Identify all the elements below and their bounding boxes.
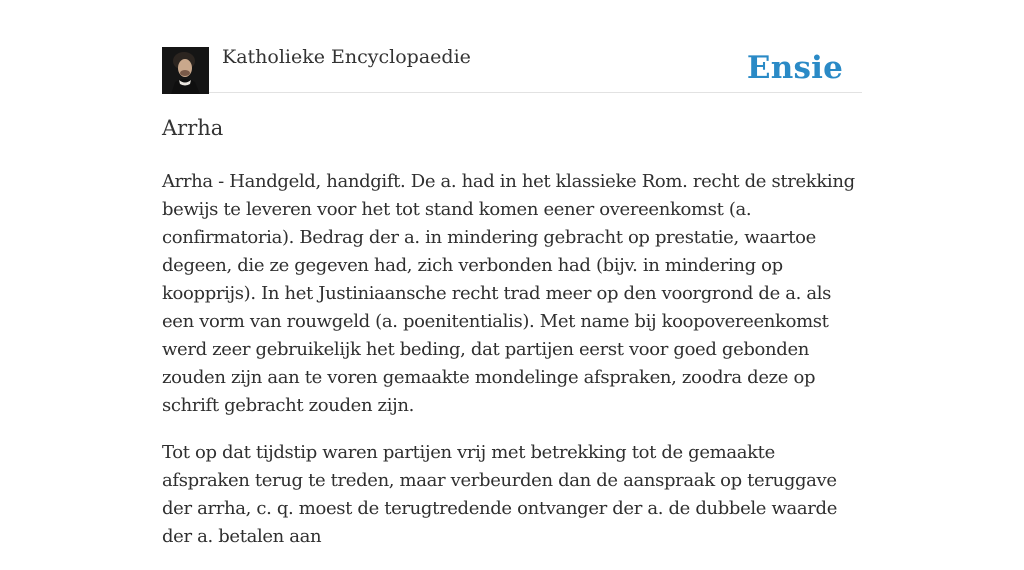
author-portrait-avatar <box>162 47 209 94</box>
page-header <box>162 44 862 93</box>
portrait-icon <box>162 47 209 94</box>
article-body <box>162 168 856 570</box>
article-paragraph: Arrha - Handgeld, handgift. De a. had in het klassieke Rom. recht de strekking bewijs te leveren voor het tot stand komen eener overeenkomst (a. confirmatoria). Bedrag der a. in mindering gebracht op prestatie, waartoe degeen, die ze gegeven had, zich verbonden had (bijv. in mindering op koopprijs). In het Justiniaansche recht trad meer op den voorgrond de a. als een vorm van rouwgeld (a. poenitentialis). Met name bij koopovereenkomst werd zeer gebruikelijk het beding, dat partijen eerst voor goed gebonden zouden zijn aan te voren gemaakte mondelinge afspraken, zoodra deze op schrift gebracht zouden zijn. <box>162 171 855 416</box>
ensie-logo-link[interactable]: Ensie <box>746 50 843 86</box>
article-paragraph: Tot op dat tijdstip waren partijen vrij met betrekking tot de gemaakte afspraken terug te treden, maar verbeurden dan de aanspraak op teruggave der arrha, c. q. moest de terugtredende ontvanger der a. de dubbele waarde der a. betalen aan <box>162 442 838 547</box>
article-title: Arrha <box>162 116 224 140</box>
source-name: Katholieke Encyclopaedie <box>222 46 471 68</box>
